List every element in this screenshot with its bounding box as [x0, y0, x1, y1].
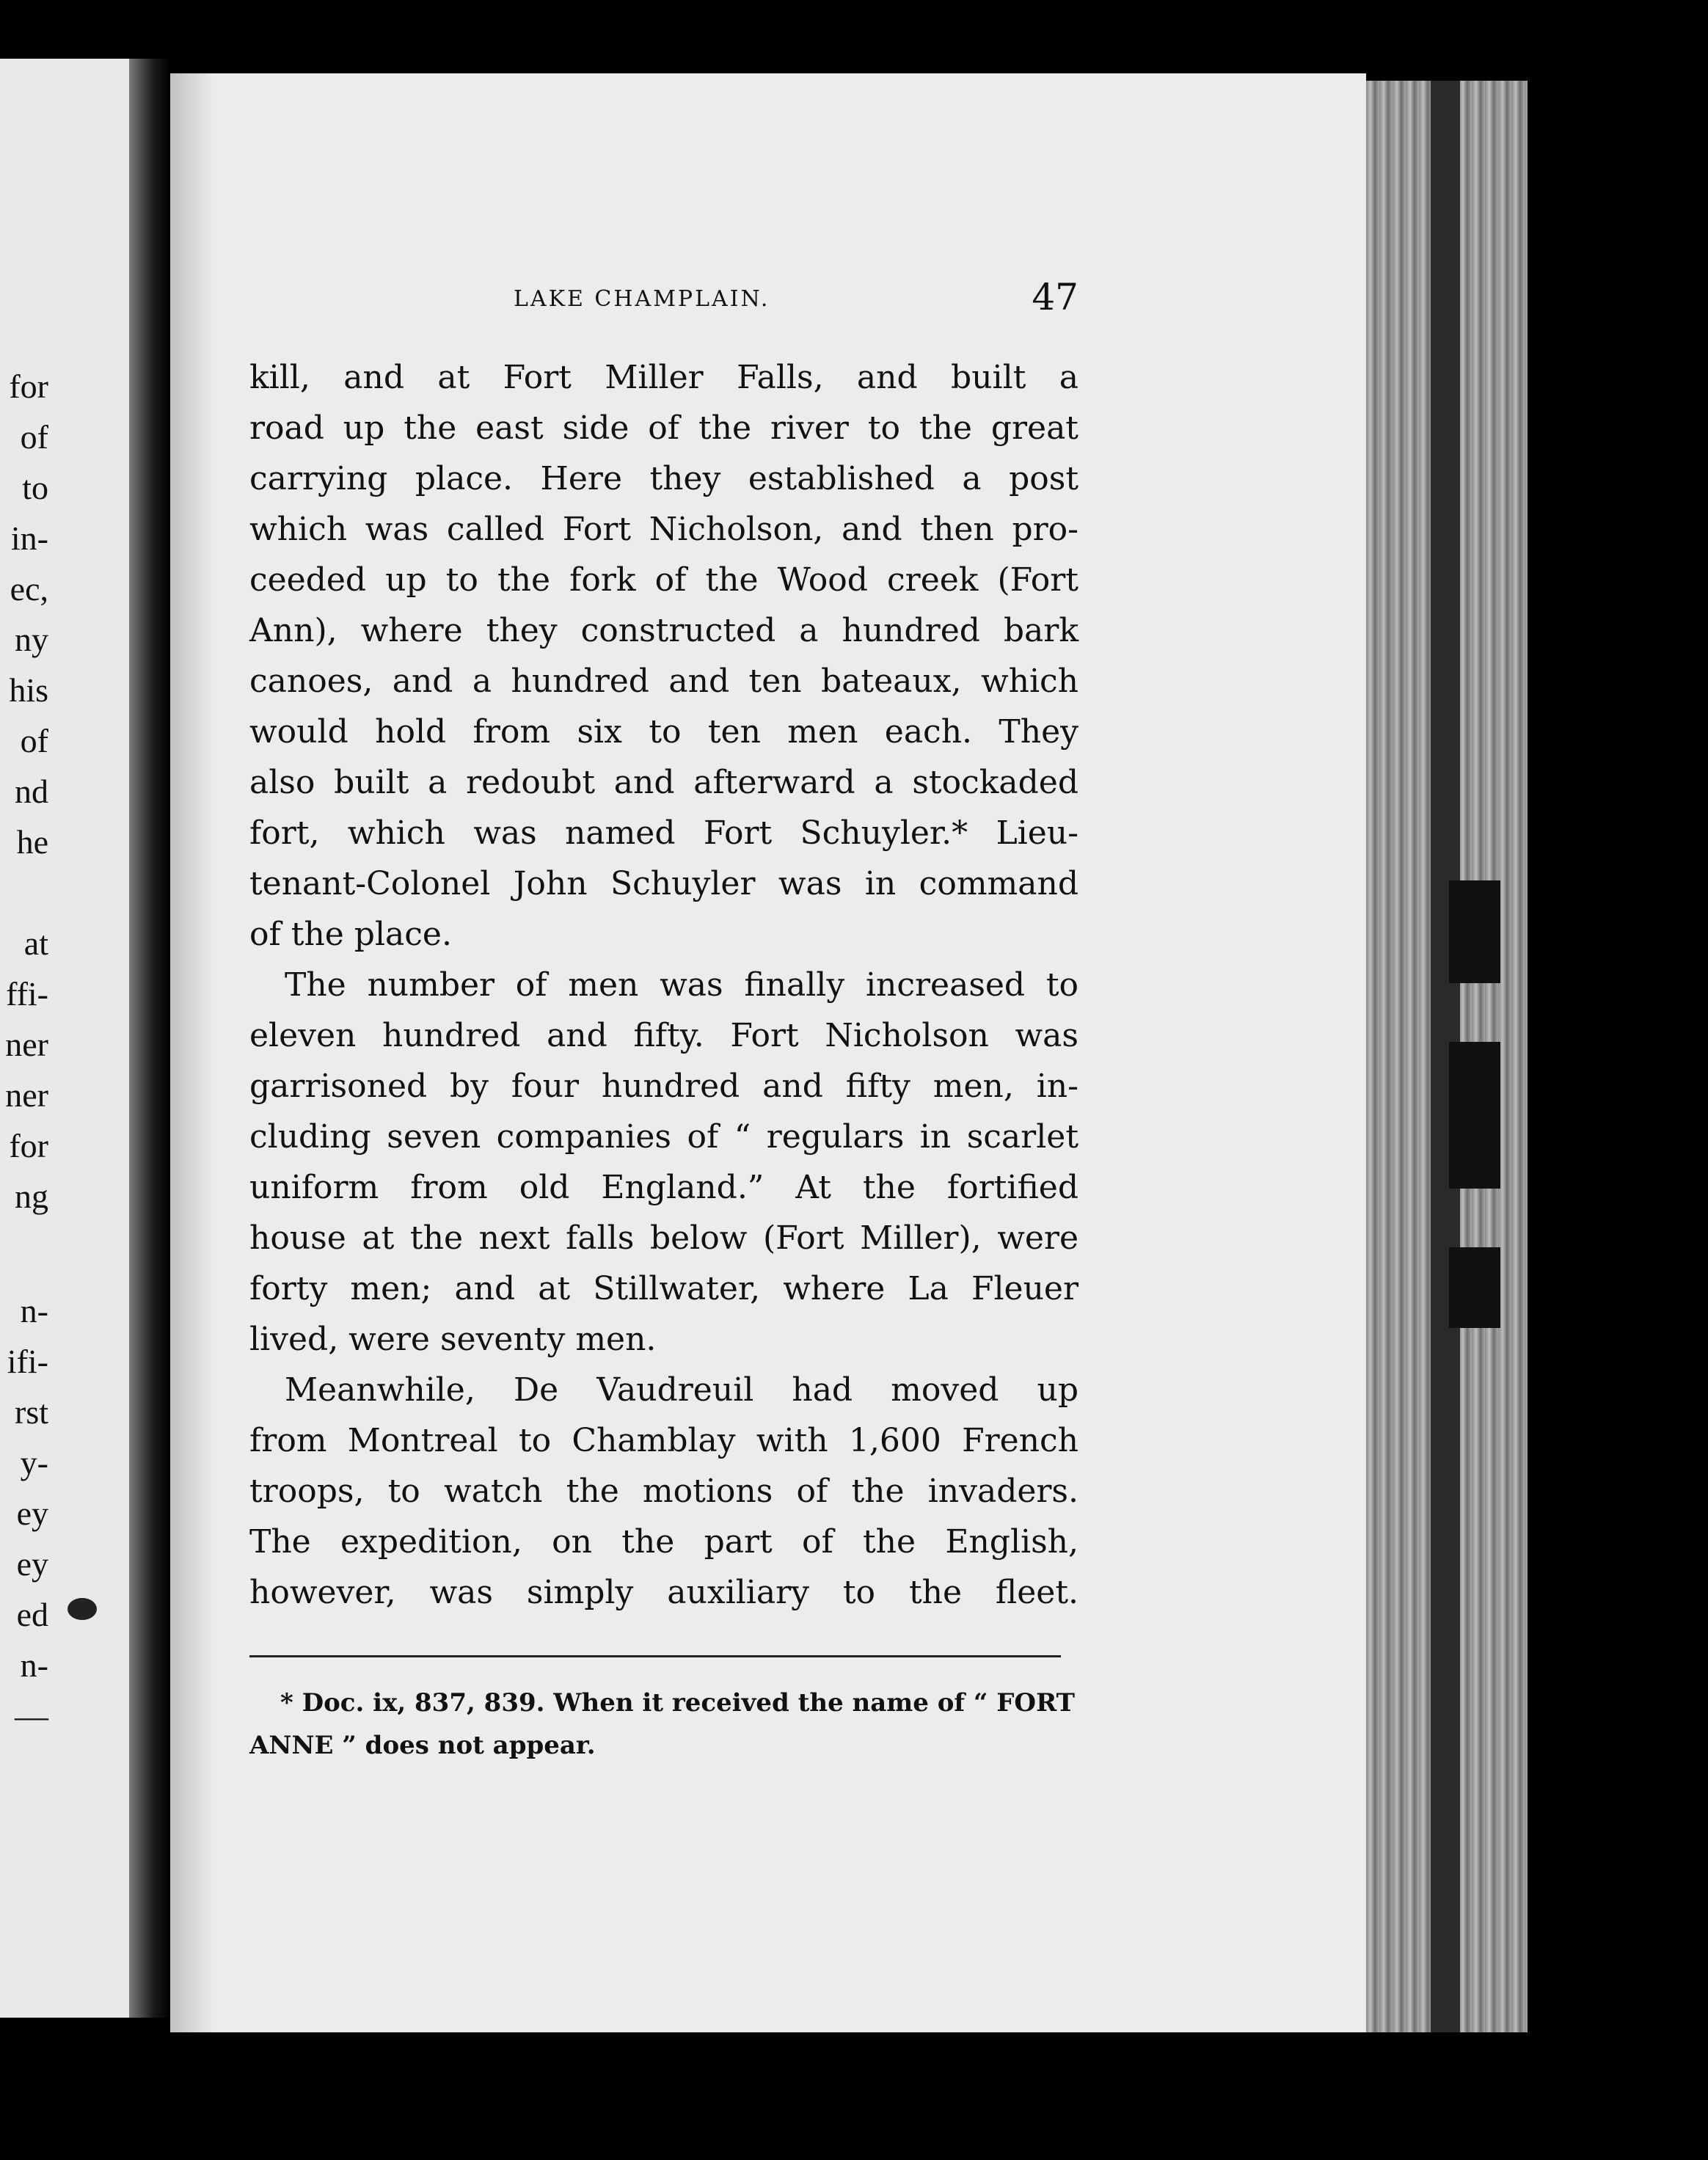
text-line: forty men; and at Stillwater, where La Fleuer — [249, 1270, 1079, 1307]
text-line: cluding seven companies of “ regulars in scarlet — [249, 1118, 1079, 1156]
text-line: Meanwhile, De Vaudreuil had moved up — [285, 1371, 1079, 1409]
text-line: garrisoned by four hundred and fifty men, in- — [249, 1068, 1079, 1105]
left-word: he — [16, 823, 48, 861]
left-word: ner — [5, 1076, 48, 1114]
left-word: n- — [20, 1292, 48, 1329]
left-word: rst — [15, 1393, 48, 1431]
left-word: ng — [15, 1178, 48, 1215]
page-header — [249, 276, 1079, 330]
left-word: of — [20, 722, 48, 759]
text-line: house at the next falls below (Fort Miller), were — [249, 1219, 1079, 1257]
text-line: ceeded up to the fork of the Wood creek (Fort — [249, 561, 1079, 599]
text-line: tenant-Colonel John Schuyler was in command — [249, 865, 1079, 902]
text-line: The number of men was finally increased to — [285, 966, 1079, 1004]
left-word: ed — [16, 1596, 48, 1633]
footnote-line: * Doc. ix, 837, 839. When it received the name of “ FORT — [280, 1688, 1075, 1718]
left-word: nd — [15, 773, 48, 810]
text-line: troops, to watch the motions of the invaders. — [249, 1473, 1079, 1510]
footnote-rule — [249, 1655, 1061, 1657]
left-word: of — [20, 418, 48, 456]
footnote-line: ANNE ” does not appear. — [249, 1731, 596, 1760]
text-line: however, was simply auxiliary to the fleet. — [249, 1574, 1079, 1611]
fore-edge-mark — [1449, 880, 1500, 983]
text-line: uniform from old England.” At the fortified — [249, 1169, 1079, 1206]
text-line: fort, which was named Fort Schuyler.* Lieu- — [249, 814, 1079, 852]
text-line: eleven hundred and fifty. Fort Nicholson was — [249, 1017, 1079, 1054]
left-word: for — [9, 1127, 48, 1164]
left-word: ey — [16, 1545, 48, 1583]
left-word: — — [15, 1697, 48, 1734]
left-word: n- — [20, 1646, 48, 1684]
text-line: road up the east side of the river to the great — [249, 409, 1079, 447]
page-number: 47 — [1032, 276, 1079, 318]
page-shadow — [170, 73, 214, 2032]
ink-blot — [67, 1598, 97, 1620]
text-line: also built a redoubt and afterward a stockaded — [249, 764, 1079, 801]
left-word: at — [23, 924, 48, 962]
left-word: his — [9, 671, 48, 709]
text-line: kill, and at Fort Miller Falls, and built a — [249, 359, 1079, 396]
text-line: from Montreal to Chamblay with 1,600 French — [249, 1422, 1079, 1459]
text-line: carrying place. Here they established a post — [249, 460, 1079, 497]
text-line: Ann), where they constructed a hundred bark — [249, 612, 1079, 649]
left-word: to — [22, 469, 48, 506]
left-word: ec, — [10, 570, 48, 608]
text-line: The expedition, on the part of the English, — [249, 1523, 1079, 1561]
left-word: ffi- — [6, 975, 48, 1012]
fore-edge-mark — [1449, 1247, 1500, 1328]
text-line: of the place. — [249, 916, 452, 953]
running-head: LAKE CHAMPLAIN. — [514, 286, 770, 312]
body-text — [249, 352, 1079, 1618]
book-gutter — [129, 59, 170, 2018]
left-word: for — [9, 368, 48, 405]
left-word: in- — [10, 519, 48, 557]
left-word: y- — [20, 1444, 48, 1481]
left-word: ner — [5, 1026, 48, 1063]
text-line: lived, were seventy men. — [249, 1321, 657, 1358]
left-word: ifi- — [7, 1343, 48, 1380]
text-line: would hold from six to ten men each. They — [249, 713, 1079, 751]
footnote — [249, 1682, 1075, 1767]
left-word: ey — [16, 1495, 48, 1532]
text-line: which was called Fort Nicholson, and then pro- — [249, 511, 1079, 548]
fore-edge-mark — [1449, 1042, 1500, 1189]
left-word: ny — [15, 621, 48, 658]
text-line: canoes, and a hundred and ten bateaux, which — [249, 663, 1079, 700]
